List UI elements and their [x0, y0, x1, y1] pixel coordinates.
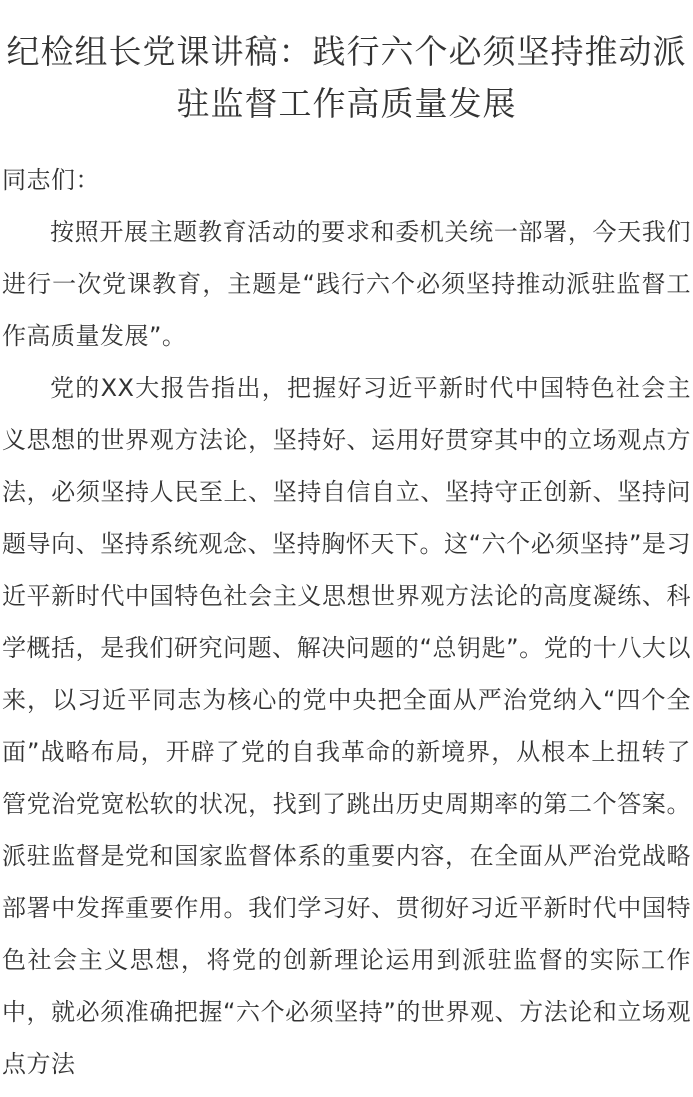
article-title: 纪检组长党课讲稿：践行六个必须坚持推动派驻监督工作高质量发展 [6, 32, 687, 123]
paragraph-main: 党的XX大报告指出，把握好习近平新时代中国特色社会主义思想的世界观方法论，坚持好、运用好贯穿其中的立场观点方法，必须坚持人民至上、坚持自信自立、坚持守正创新、坚持问题导向、坚持系统观念、坚持胸怀天下。这“六个必须坚持”是习近平新时代中国特色社会主义思想世界观方法论的高度凝练、科学概括，是我们研究问题、解决问题的“总钥匙”。党的十八大以来，以习近平同志为核心的党中央把全面从严治党纳入“四个全面”战略布局，开辟了党的自我革命的新境界，从根本上扭转了管党治党宽松软的状况，找到了跳出历史周期率的第二个答案。派驻监督是党和国家监督体系的重要内容，在全面从严治党战略部署中发挥重要作用。我们学习好、贯彻好习近平新时代中国特色社会主义思想，将党的创新理论运用到派驻监督的实际工作中，就必须准确把握“六个必须坚持”的世界观、方法论和立场观点方法 [2, 374, 691, 1078]
article-body [2, 154, 691, 1090]
greeting-line: 同志们： [2, 166, 100, 194]
paragraph-intro: 按照开展主题教育活动的要求和委机关统一部署，今天我们进行一次党课教育，主题是“践行六个必须坚持推动派驻监督工作高质量发展”。 [2, 218, 691, 350]
